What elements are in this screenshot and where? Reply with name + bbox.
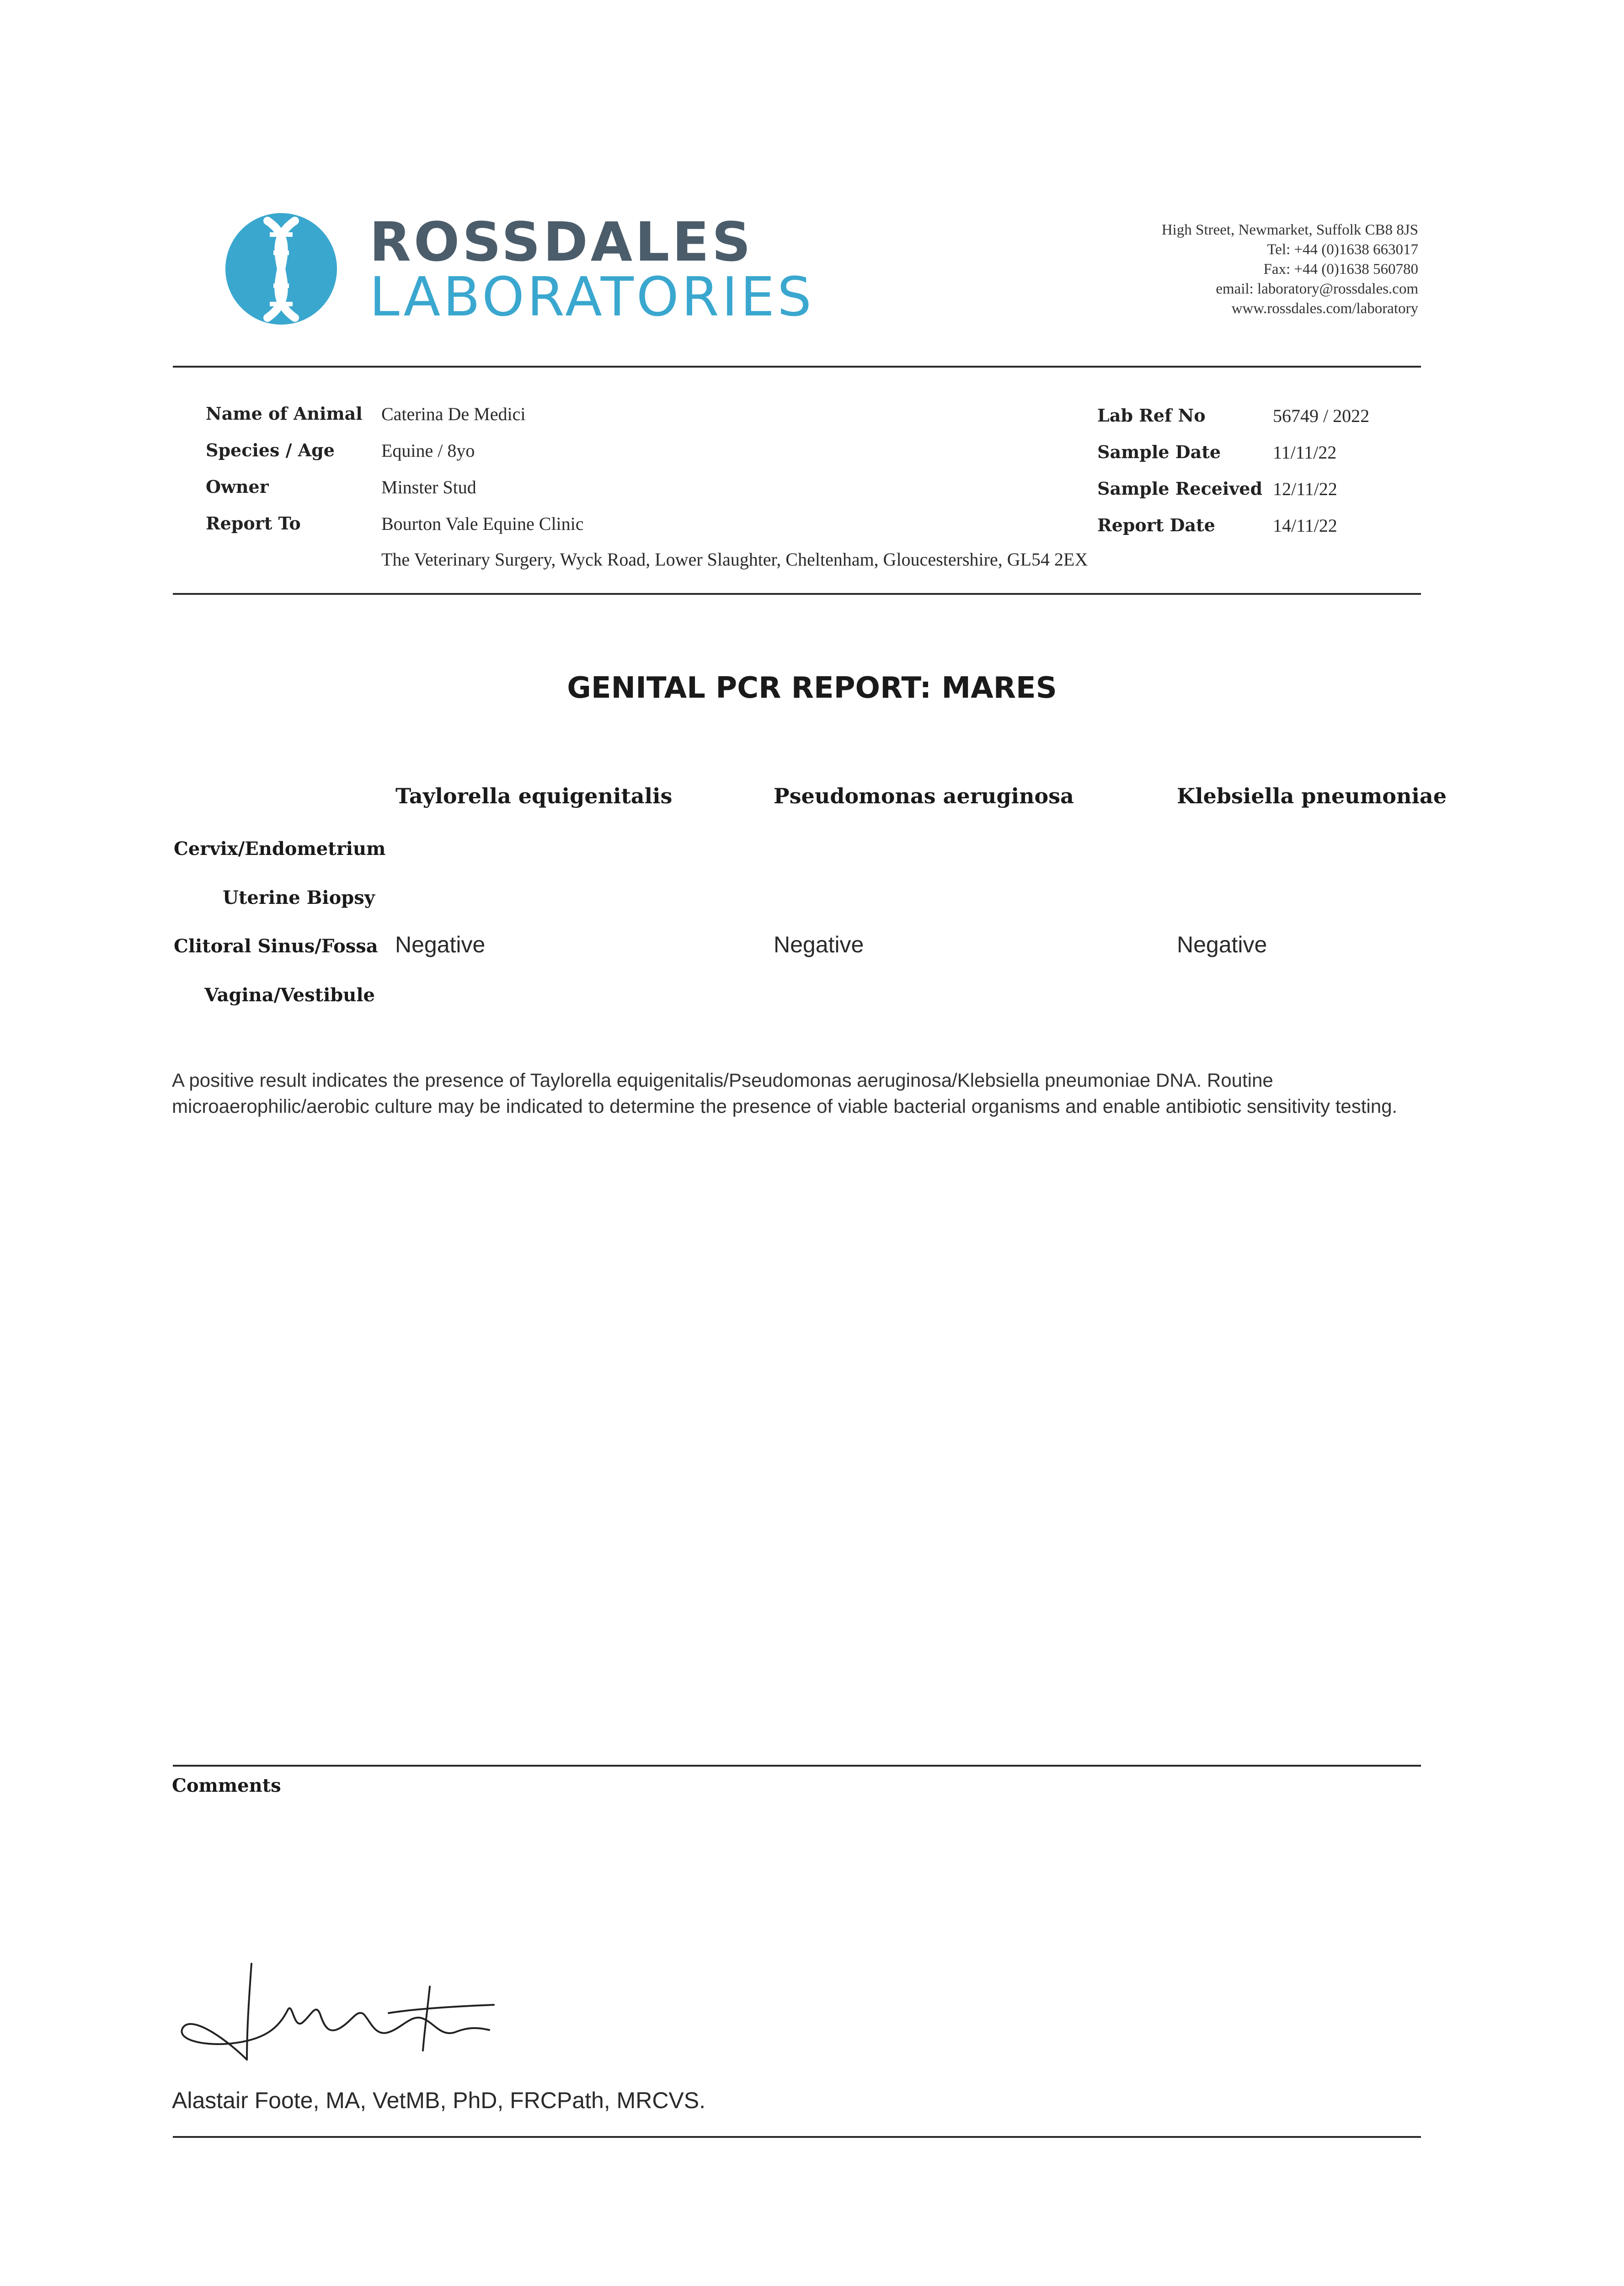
label-name-of-animal: Name of Animal <box>206 403 363 424</box>
address-line: High Street, Newmarket, Suffolk CB8 8JS <box>1161 222 1418 238</box>
value-owner: Minster Stud <box>381 477 476 497</box>
label-species-age: Species / Age <box>206 440 335 460</box>
label-sample-date: Sample Date <box>1097 442 1221 462</box>
result-clitoral-klebsiella: Negative <box>1177 932 1267 957</box>
row-label-clitoral-sinus-fossa: Clitoral Sinus/Fossa <box>174 935 378 957</box>
value-name-of-animal: Caterina De Medici <box>381 404 526 424</box>
result-clitoral-taylorella: Negative <box>395 932 486 957</box>
value-species-age: Equine / 8yo <box>381 440 475 461</box>
address-website: www.rossdales.com/laboratory <box>1231 300 1418 317</box>
dna-logo-icon <box>224 212 338 326</box>
column-header-taylorella: Taylorella equigenitalis <box>395 784 673 808</box>
address-email: email: laboratory@rossdales.com <box>1216 281 1418 297</box>
lab-address <box>1162 220 1418 319</box>
signature-image <box>174 1959 503 2069</box>
result-clitoral-pseudomonas: Negative <box>774 932 864 957</box>
column-header-pseudomonas: Pseudomonas aeruginosa <box>774 784 1074 808</box>
value-sample-received: 12/11/22 <box>1273 479 1337 499</box>
column-header-klebsiella: Klebsiella pneumoniae <box>1177 784 1447 808</box>
logo-title-rossdales: ROSSDALES <box>369 210 753 273</box>
signatory-name: Alastair Foote, MA, VetMB, PhD, FRCPath, MRCVS. <box>172 2088 706 2113</box>
logo-title-laboratories: LABORATORIES <box>369 265 814 328</box>
label-owner: Owner <box>206 476 269 497</box>
interpretation-note: A positive result indicates the presence of Taylorella equigenitalis/Pseudomonas aeruginosa/Klebsiella pneumoniae DNA. Routine microaerophilic/aerobic culture may be indicated to determine the presence of viable bacterial organisms and enable antibiotic sensitivity testing. <box>172 1069 1398 1117</box>
value-report-date: 14/11/22 <box>1273 515 1337 536</box>
info-divider <box>173 593 1421 595</box>
label-report-to: Report To <box>206 513 301 534</box>
row-label-vagina-vestibule: Vagina/Vestibule <box>204 984 375 1006</box>
header-divider <box>173 366 1421 368</box>
label-lab-ref-no: Lab Ref No <box>1097 405 1206 426</box>
footer-divider <box>173 2136 1421 2138</box>
address-fax: Fax: +44 (0)1638 560780 <box>1263 261 1418 278</box>
label-report-date: Report Date <box>1097 515 1215 535</box>
value-report-to: Bourton Vale Equine Clinic <box>381 513 584 534</box>
value-sample-date: 11/11/22 <box>1273 442 1337 463</box>
label-sample-received: Sample Received <box>1097 478 1263 499</box>
address-tel: Tel: +44 (0)1638 663017 <box>1267 241 1418 258</box>
value-report-to-address: The Veterinary Surgery, Wyck Road, Lower Slaughter, Cheltenham, Gloucestershire, GL54 2EX <box>381 549 1088 570</box>
row-label-cervix-endometrium: Cervix/Endometrium <box>174 838 386 860</box>
comments-label: Comments <box>172 1775 281 1796</box>
comments-divider <box>173 1765 1421 1767</box>
value-lab-ref-no: 56749 / 2022 <box>1273 406 1370 426</box>
report-title: GENITAL PCR REPORT: MARES <box>567 671 1057 705</box>
row-label-uterine-biopsy: Uterine Biopsy <box>223 887 375 908</box>
